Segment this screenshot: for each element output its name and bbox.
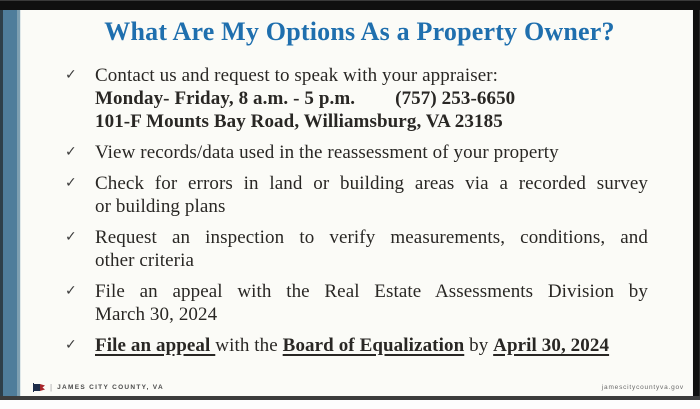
bullet-item xyxy=(65,141,650,164)
text-segment: Monday- Friday, 8 a.m. - 5 p.m. xyxy=(95,88,356,109)
text-segment: Request an inspection to verify measurements, conditions, and xyxy=(95,227,648,248)
text-segment: (757) 253-6650 xyxy=(395,88,516,109)
bullet-line xyxy=(95,87,648,110)
footer-org-name: JAMES CITY COUNTY, VA xyxy=(57,384,164,391)
bottom-white-strip xyxy=(0,400,700,409)
bullet-line xyxy=(95,64,648,87)
text-segment: by xyxy=(464,335,494,356)
text-segment: File an appeal xyxy=(95,335,216,356)
bullet-item xyxy=(65,280,650,326)
bullet-text xyxy=(95,280,648,326)
bullet-line xyxy=(95,249,648,272)
bullet-line xyxy=(95,334,648,357)
bullet-text xyxy=(95,172,648,218)
footer-separator: | xyxy=(50,383,53,392)
check-icon: ✓ xyxy=(65,144,77,160)
text-segment: or building plans xyxy=(95,196,226,217)
bullet-text xyxy=(95,334,648,357)
footer-bar xyxy=(21,379,692,396)
check-icon: ✓ xyxy=(65,175,77,191)
bullet-line xyxy=(95,280,648,303)
bullet-line xyxy=(95,141,648,164)
text-segment: Board of Equalization xyxy=(282,335,465,356)
text-segment: March 30, 2024 xyxy=(95,304,218,325)
footer-website: jamescitycountyva.gov xyxy=(601,384,684,391)
county-flag-icon xyxy=(33,383,45,392)
text-segment: Contact us and request to speak with your appraiser: xyxy=(95,65,499,86)
slide-title: What Are My Options As a Property Owner? xyxy=(104,17,615,46)
bullet-line xyxy=(95,226,648,249)
text-segment: with the xyxy=(215,335,283,356)
text-segment: 101-F Mounts Bay Road, Williamsburg, VA 23185 xyxy=(95,111,503,132)
right-letterbox-bar xyxy=(692,10,700,396)
text-segment: View records/data used in the reassessment of your property xyxy=(95,142,559,163)
bullet-list xyxy=(65,64,650,365)
bullet-line xyxy=(95,195,648,218)
left-accent-stripe xyxy=(0,10,21,396)
footer-branding xyxy=(33,383,164,392)
bullet-text xyxy=(95,64,648,133)
top-letterbox-bar xyxy=(0,0,700,10)
bullet-line xyxy=(95,303,648,326)
bullet-item xyxy=(65,172,650,218)
text-segment: Check for errors in land or building areas via a recorded survey xyxy=(95,173,648,194)
check-icon: ✓ xyxy=(65,283,77,299)
check-icon: ✓ xyxy=(65,67,77,83)
check-icon: ✓ xyxy=(65,337,77,353)
bullet-item xyxy=(65,334,650,357)
check-icon: ✓ xyxy=(65,229,77,245)
bullet-text xyxy=(95,141,648,164)
bullet-line xyxy=(95,110,648,133)
bullet-item xyxy=(65,64,650,133)
text-segment: File an appeal with the Real Estate Assessments Division by xyxy=(95,281,648,302)
text-segment: other criteria xyxy=(95,250,194,271)
bullet-text xyxy=(95,226,648,272)
bullet-item xyxy=(65,226,650,272)
bullet-line xyxy=(95,172,648,195)
text-segment: April 30, 2024 xyxy=(493,335,610,356)
